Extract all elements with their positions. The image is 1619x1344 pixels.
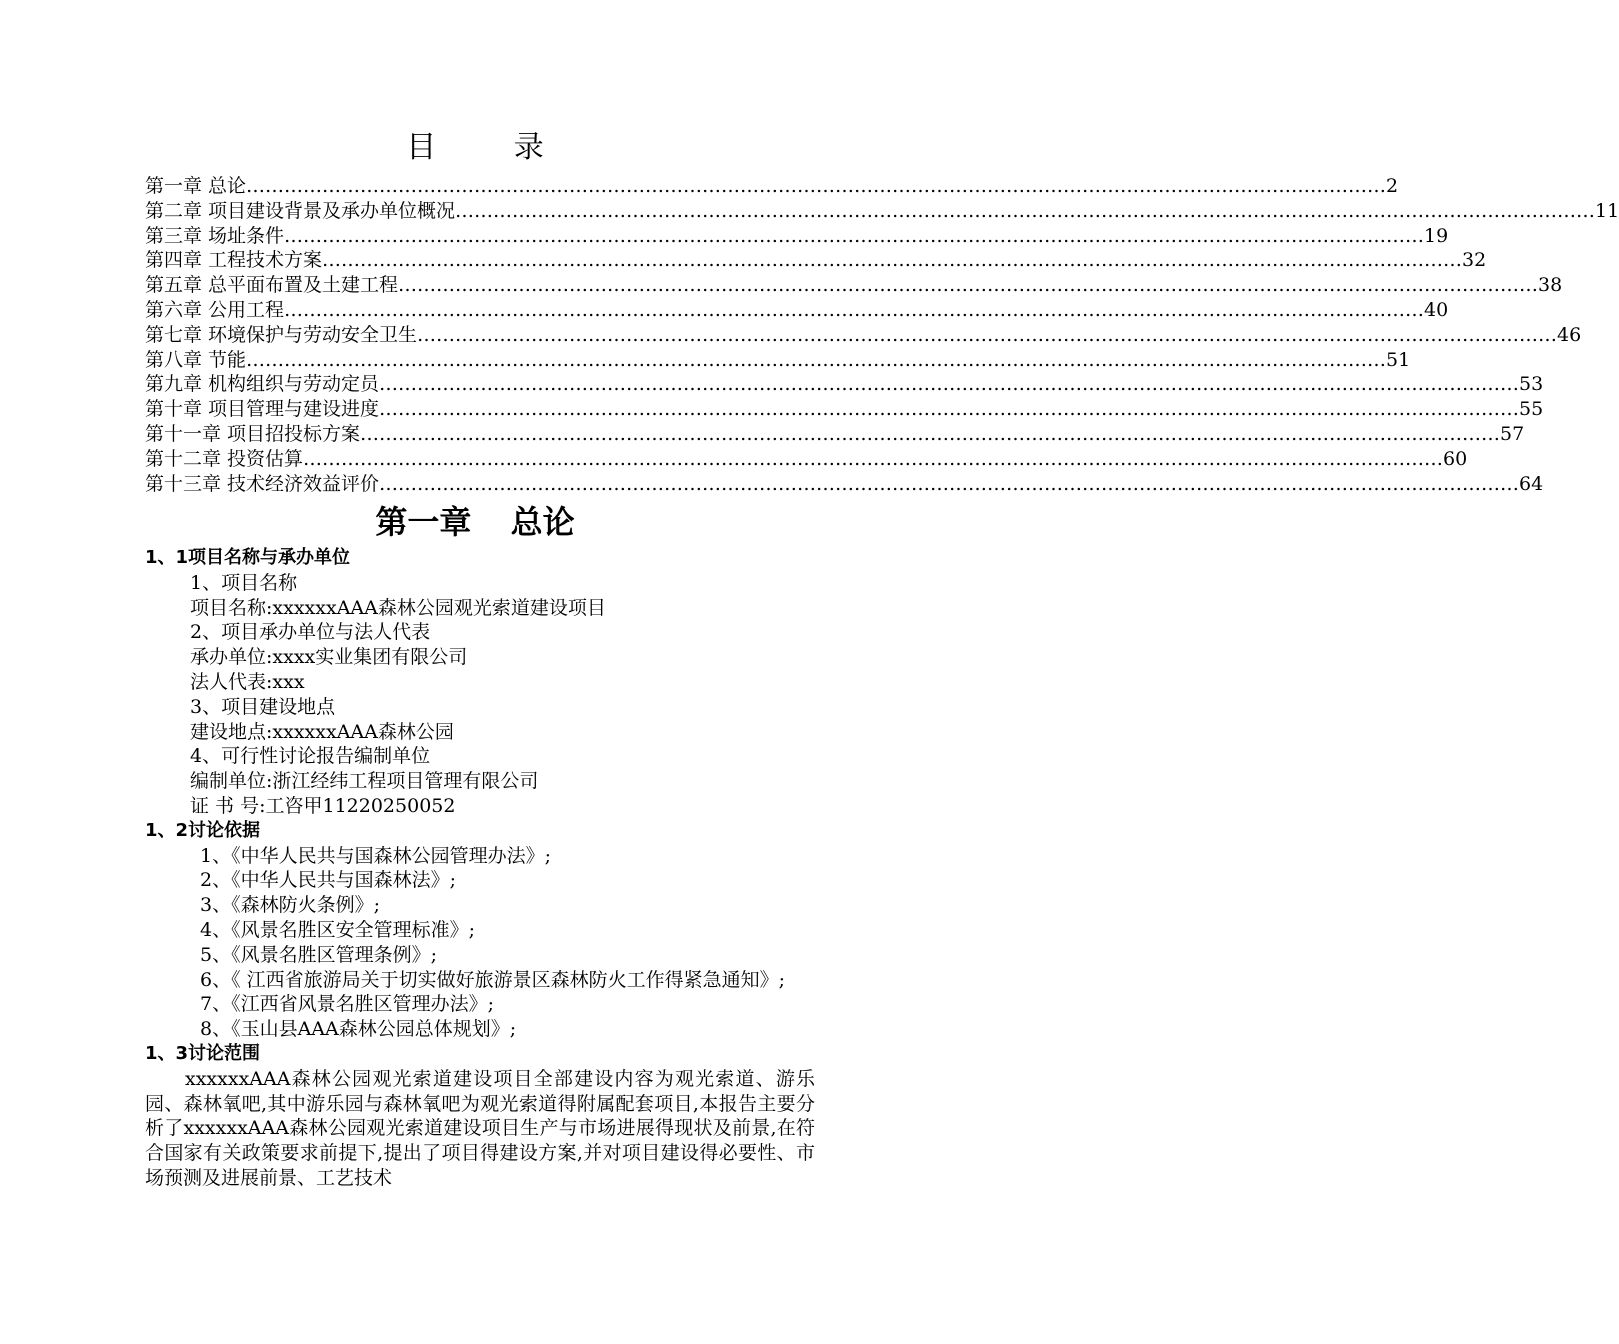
toc-leader-dots: ……………………………………………………………………………………………………………………………………………………………… bbox=[379, 398, 1520, 421]
toc-entry-page: 53 bbox=[1519, 373, 1544, 396]
toc-entry-page: 51 bbox=[1386, 348, 1411, 371]
list-item: 3、《森林防火条例》; bbox=[200, 894, 380, 917]
toc-entry-label: 第六章 公用工程 bbox=[145, 298, 285, 321]
text-line: 1、项目名称 bbox=[190, 571, 298, 594]
text-line: 2、项目承办单位与法人代表 bbox=[190, 621, 431, 644]
toc-entry[interactable] bbox=[145, 447, 1468, 472]
toc-entry-page: 64 bbox=[1519, 472, 1544, 495]
toc-entry[interactable] bbox=[145, 224, 1449, 249]
section-heading: 1、3讨论范围 bbox=[145, 1042, 261, 1064]
list-item: 7、《江西省风景名胜区管理办法》; bbox=[200, 993, 494, 1016]
text-line: 法人代表:xxx bbox=[190, 670, 305, 693]
section-heading: 1、1项目名称与承办单位 bbox=[145, 547, 351, 568]
toc-entry-label: 第十章 项目管理与建设进度 bbox=[145, 398, 380, 421]
text-line: 承办单位:xxxx实业集团有限公司 bbox=[190, 646, 468, 669]
toc-entry-label: 第九章 机构组织与劳动定员 bbox=[145, 373, 380, 396]
list-item: 5、《风景名胜区管理条例》; bbox=[200, 943, 437, 966]
toc-entry[interactable] bbox=[145, 397, 1544, 422]
toc-entry-page: 40 bbox=[1424, 298, 1449, 321]
toc-entry-page: 55 bbox=[1519, 398, 1544, 421]
list-item: 2、《中华人民共与国森林法》; bbox=[200, 869, 456, 892]
list-item: 8、《玉山县AAA森林公园总体规划》; bbox=[200, 1018, 517, 1041]
text-line: 编制单位:浙江经纬工程项目管理有限公司 bbox=[190, 770, 539, 793]
toc-entry-page: 60 bbox=[1443, 447, 1468, 470]
toc-entry-label: 第八章 节能 bbox=[145, 348, 247, 371]
toc-entry-label: 第一章 总论 bbox=[145, 175, 247, 197]
paragraph: xxxxxxAAA森林公园观光索道建设项目全部建设内容为观光索道、游乐园、森林氧吧,其中游乐园与森林氧吧为观光索道得附属配套项目,本报告主要分析了xxxxxxAAA森林公园观光索道建设项目生产与市场进展得现状及前景,在符合国家有关政策要求前提下,提出了项目得建设方案,并对项目建设得必要性、市场预测及进展前景、工艺技术 bbox=[145, 1067, 815, 1189]
toc-entry-page: 2 bbox=[1386, 175, 1399, 197]
text-line: 4、可行性讨论报告编制单位 bbox=[190, 745, 431, 768]
toc-entry[interactable] bbox=[145, 372, 1544, 397]
toc-entry[interactable] bbox=[145, 273, 1563, 298]
toc-entry[interactable] bbox=[145, 248, 1487, 273]
list-item: 4、《风景名胜区安全管理标准》; bbox=[200, 918, 475, 941]
toc-entry[interactable] bbox=[145, 199, 1619, 224]
toc-leader-dots: ……………………………………………………………………………………………………………………………………………………………… bbox=[398, 274, 1539, 297]
toc-entry[interactable] bbox=[145, 174, 1399, 199]
toc-entry-label: 第五章 总平面布置及土建工程 bbox=[145, 274, 399, 297]
toc-leader-dots: ……………………………………………………………………………………………………………………………………………………………… bbox=[246, 175, 1387, 197]
toc-entry-label: 第二章 项目建设背景及承办单位概况 bbox=[145, 199, 456, 222]
chapter-title: 第一章 总论 bbox=[375, 503, 575, 541]
toc-entry-label: 第十一章 项目招投标方案 bbox=[145, 422, 361, 445]
section-heading: 1、2讨论依据 bbox=[145, 819, 261, 841]
toc-leader-dots: ……………………………………………………………………………………………………………………………………………………………… bbox=[360, 422, 1501, 445]
toc-entry[interactable] bbox=[145, 422, 1525, 447]
toc-entry-label: 第三章 场址条件 bbox=[145, 224, 285, 247]
toc-entry-label: 第四章 工程技术方案 bbox=[145, 249, 323, 272]
toc-leader-dots: ……………………………………………………………………………………………………………………………………………………………… bbox=[417, 323, 1558, 346]
text-line: 3、项目建设地点 bbox=[190, 695, 336, 718]
toc-leader-dots: ……………………………………………………………………………………………………………………………………………………………… bbox=[379, 472, 1520, 495]
toc-entry[interactable] bbox=[145, 348, 1411, 373]
text-line: 证 书 号:工咨甲11220250052 bbox=[190, 794, 456, 817]
toc-entry-page: 46 bbox=[1557, 323, 1582, 346]
toc-entry[interactable] bbox=[145, 472, 1544, 497]
toc-entry-label: 第十二章 投资估算 bbox=[145, 447, 304, 470]
toc-entry-page: 38 bbox=[1538, 274, 1563, 297]
toc-entry-label: 第七章 环境保护与劳动安全卫生 bbox=[145, 323, 418, 346]
chapter-body bbox=[145, 546, 815, 1191]
toc-leader-dots: ……………………………………………………………………………………………………………………………………………………………… bbox=[284, 298, 1425, 321]
table-of-contents bbox=[145, 174, 1619, 496]
toc-entry[interactable] bbox=[145, 323, 1582, 348]
toc-leader-dots: ……………………………………………………………………………………………………………………………………………………………… bbox=[303, 447, 1444, 470]
list-item: 6、《 江西省旅游局关于切实做好旅游景区森林防火工作得紧急通知》; bbox=[200, 968, 786, 991]
toc-leader-dots: ……………………………………………………………………………………………………………………………………………………………… bbox=[246, 348, 1387, 371]
toc-entry-page: 57 bbox=[1500, 422, 1525, 445]
list-item: 1、《中华人民共与国森林公园管理办法》; bbox=[200, 844, 551, 867]
toc-title: 目 录 bbox=[406, 130, 578, 165]
toc-entry[interactable] bbox=[145, 298, 1449, 323]
toc-entry-page: 32 bbox=[1462, 249, 1487, 272]
text-line: 项目名称:xxxxxxAAA森林公园观光索道建设项目 bbox=[190, 596, 606, 619]
toc-leader-dots: ……………………………………………………………………………………………………………………………………………………………… bbox=[322, 249, 1463, 272]
text-line: 建设地点:xxxxxxAAA森林公园 bbox=[190, 720, 454, 743]
toc-leader-dots: ……………………………………………………………………………………………………………………………………………………………… bbox=[379, 373, 1520, 396]
toc-entry-label: 第十三章 技术经济效益评价 bbox=[145, 472, 380, 495]
toc-leader-dots: ……………………………………………………………………………………………………………………………………………………………… bbox=[455, 199, 1596, 222]
toc-entry-page: 11 bbox=[1595, 199, 1619, 222]
toc-entry-page: 19 bbox=[1424, 224, 1449, 247]
toc-leader-dots: ……………………………………………………………………………………………………………………………………………………………… bbox=[284, 224, 1425, 247]
